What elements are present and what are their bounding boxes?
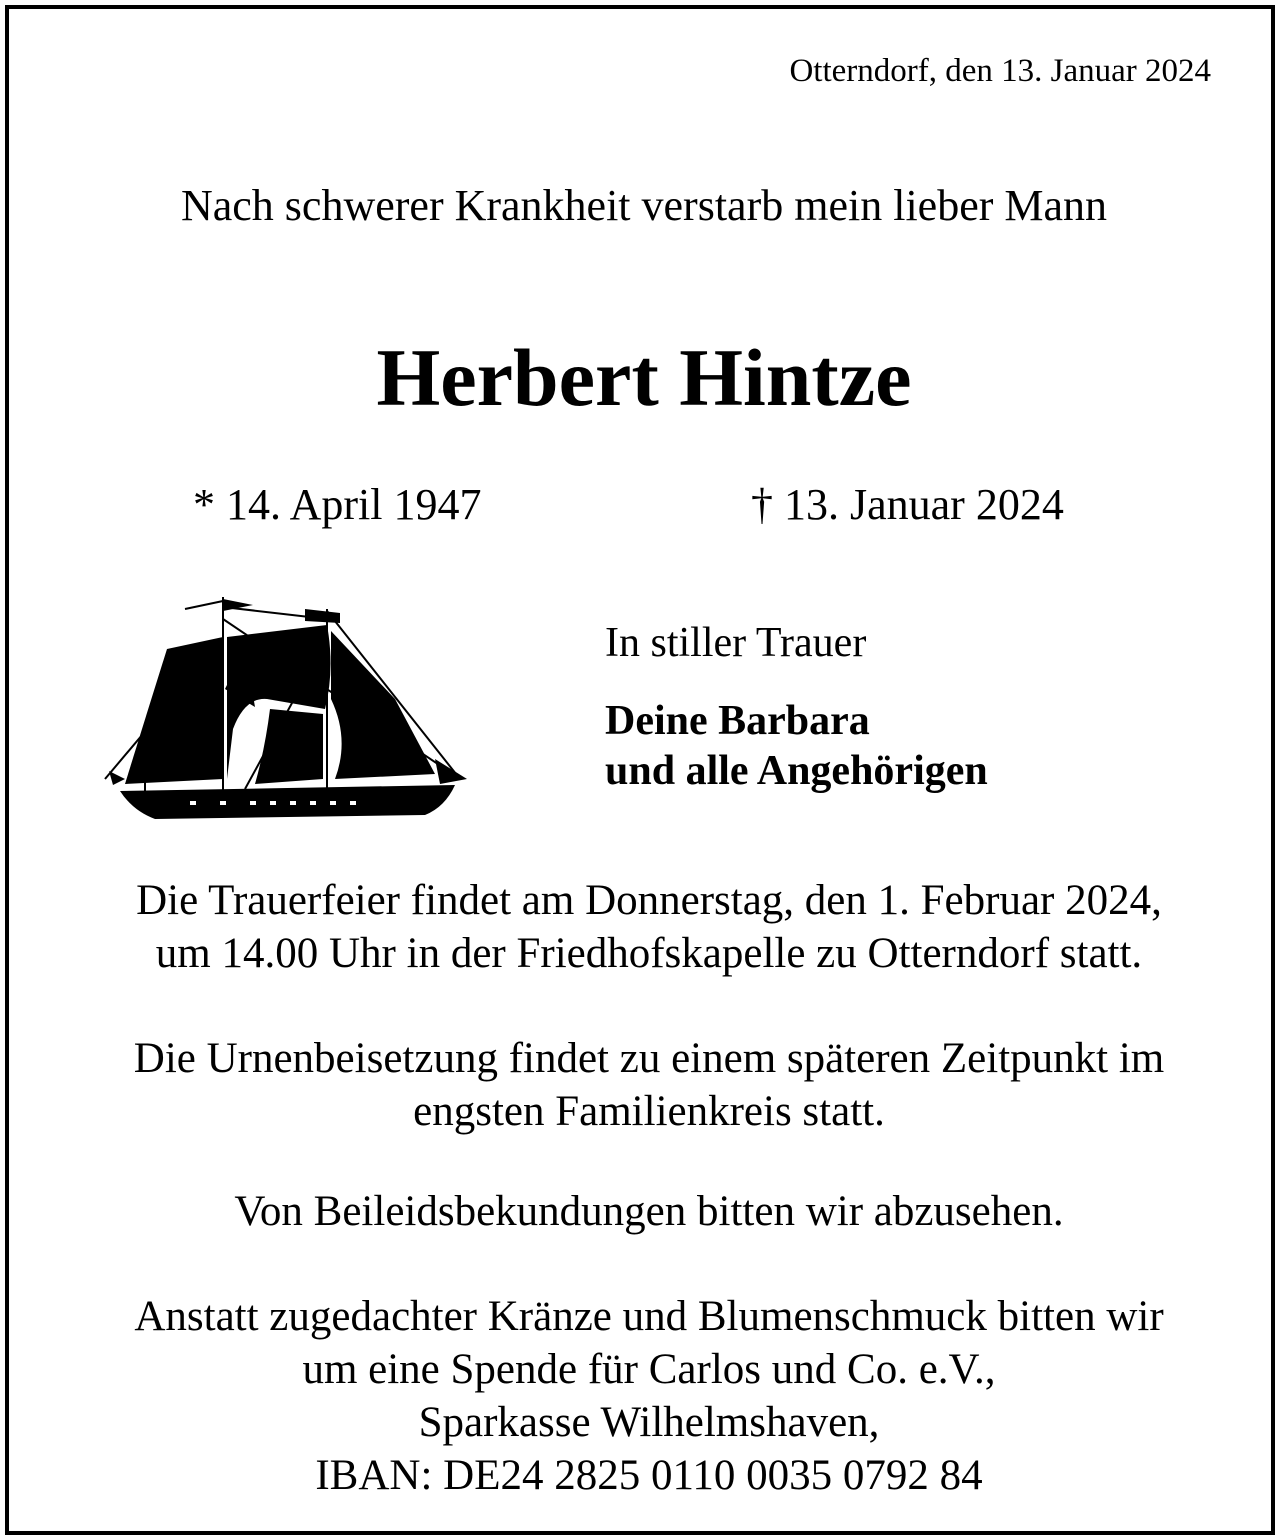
intro-line: Nach schwerer Krankheit verstarb mein lieber Mann [180,181,1108,230]
death-date: † 13. Januar 2024 [751,480,1064,529]
mourner-line: Deine Barbara [605,698,870,744]
place-date: Otterndorf, den 13. Januar 2024 [789,53,1211,89]
donation-notice [9,1290,1280,1502]
burial-line: engsten Familienkreis statt. [413,1088,885,1135]
iban-line: IBAN: DE24 2825 0110 0035 0792 84 [315,1452,983,1499]
donation-line: um eine Spende für Carlos und Co. e.V., [302,1346,996,1393]
sailing-ship-image [95,579,480,841]
mourner-line: und alle Angehörigen [605,748,988,794]
condolences-notice [9,1185,1280,1238]
mourning-block [605,622,988,796]
condolences-line: Von Beileidsbekundungen bitten wir abzusehen. [234,1188,1064,1235]
donation-line: Sparkasse Wilhelmshaven, [418,1399,880,1446]
service-line: Die Trauerfeier findet am Donnerstag, den 1. Februar 2024, [136,877,1162,924]
obituary-frame [5,5,1275,1535]
donation-line: Anstatt zugedachter Kränze und Blumenschmuck bitten wir [134,1293,1164,1340]
service-line: um 14.00 Uhr in der Friedhofskapelle zu Otterndorf statt. [155,930,1143,977]
service-notice [9,874,1280,980]
deceased-name: Herbert Hintze [376,332,912,423]
burial-notice [9,1032,1280,1138]
mourning-line: In stiller Trauer [605,620,867,666]
mourners-list [605,696,988,796]
burial-line: Die Urnenbeisetzung findet zu einem späteren Zeitpunkt im [133,1035,1165,1082]
birth-date: * 14. April 1947 [193,480,482,529]
